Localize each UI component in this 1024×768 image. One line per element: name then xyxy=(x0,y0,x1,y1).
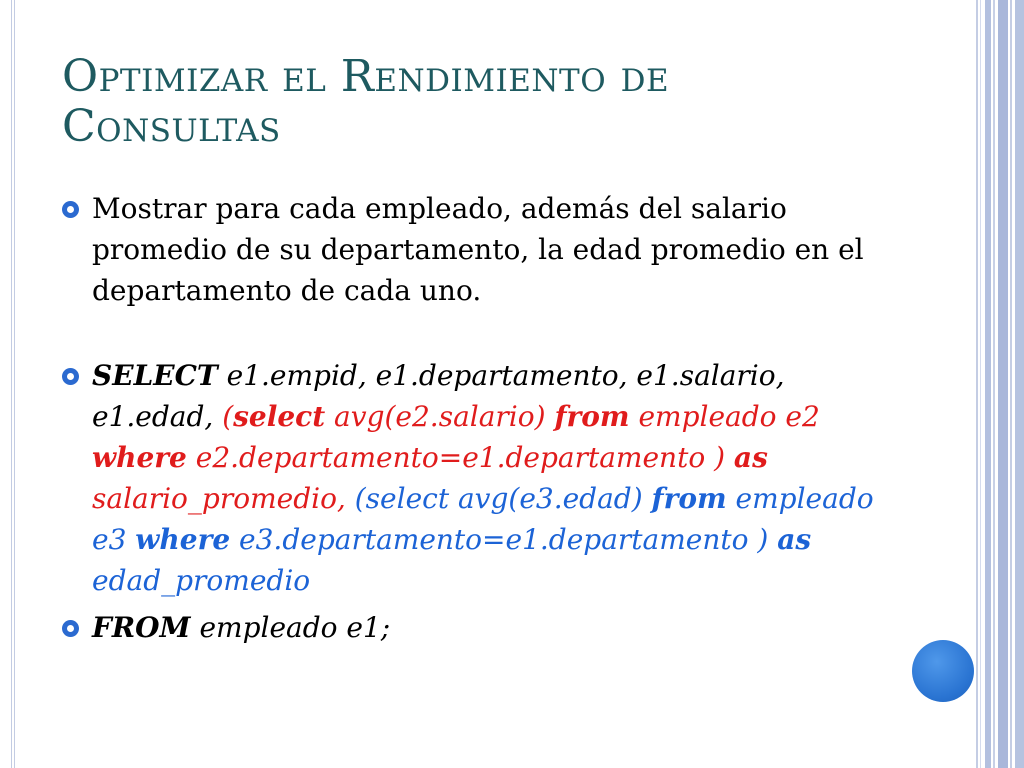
subquery-1-alias: salario_promedio, xyxy=(92,482,346,515)
subquery-1-condition: e2.departamento=e1.departamento ) xyxy=(186,441,734,474)
bullet-item-query xyxy=(62,355,902,601)
subquery-2-select: (select avg(e3.edad) xyxy=(345,482,652,515)
stripe xyxy=(976,0,978,768)
bullet-icon xyxy=(62,201,79,218)
select-columns: e1.empid, e1.departamento, e1.salario, e1.edad, xyxy=(92,359,785,433)
stripe xyxy=(1015,0,1024,768)
frame-left-line xyxy=(11,0,12,768)
stripe xyxy=(985,0,991,768)
stripe xyxy=(993,0,995,768)
subquery-1-table: empleado e2 xyxy=(629,400,820,433)
subquery-2-table: empleado e3 xyxy=(92,482,874,556)
subquery-1-keyword-as: as xyxy=(733,441,768,474)
decorative-circle xyxy=(912,640,974,702)
slide-title xyxy=(62,52,669,152)
keyword-select: SELECT xyxy=(92,359,218,392)
intro-text: Mostrar para cada empleado, además del salario promedio de su departamento, la edad promedio en el departamento de cada uno. xyxy=(92,192,864,307)
bullet-icon xyxy=(62,368,79,385)
slide-title-line-1: Optimizar el Rendimiento de xyxy=(62,51,670,102)
subquery-1-keyword-from: from xyxy=(554,400,630,433)
subquery-1-keyword-select: select xyxy=(233,400,326,433)
keyword-from: FROM xyxy=(92,611,191,644)
stripe xyxy=(998,0,1008,768)
subquery-1-keyword-where: where xyxy=(92,441,187,474)
stripe xyxy=(980,0,981,768)
bullet-list xyxy=(62,188,902,648)
slide-title-line-2: Consultas xyxy=(62,101,281,152)
subquery-2-keyword-as: as xyxy=(777,523,812,556)
bullet-icon xyxy=(62,620,79,637)
stripe xyxy=(1010,0,1012,768)
subquery-2-keyword-where: where xyxy=(135,523,231,556)
right-decorative-stripes xyxy=(976,0,1024,768)
subquery-1-open-paren: ( xyxy=(222,400,234,433)
from-table: empleado e1; xyxy=(190,611,391,644)
subquery-2-condition: e3.departamento=e1.departamento ) xyxy=(230,523,778,556)
subquery-2-alias: edad_promedio xyxy=(92,564,311,597)
subquery-1-avg: avg(e2.salario) xyxy=(325,400,555,433)
frame-left-line-inner xyxy=(14,0,15,768)
bullet-item-intro xyxy=(62,188,902,311)
bullet-item-from xyxy=(62,607,902,648)
subquery-2-keyword-from: from xyxy=(651,482,727,515)
